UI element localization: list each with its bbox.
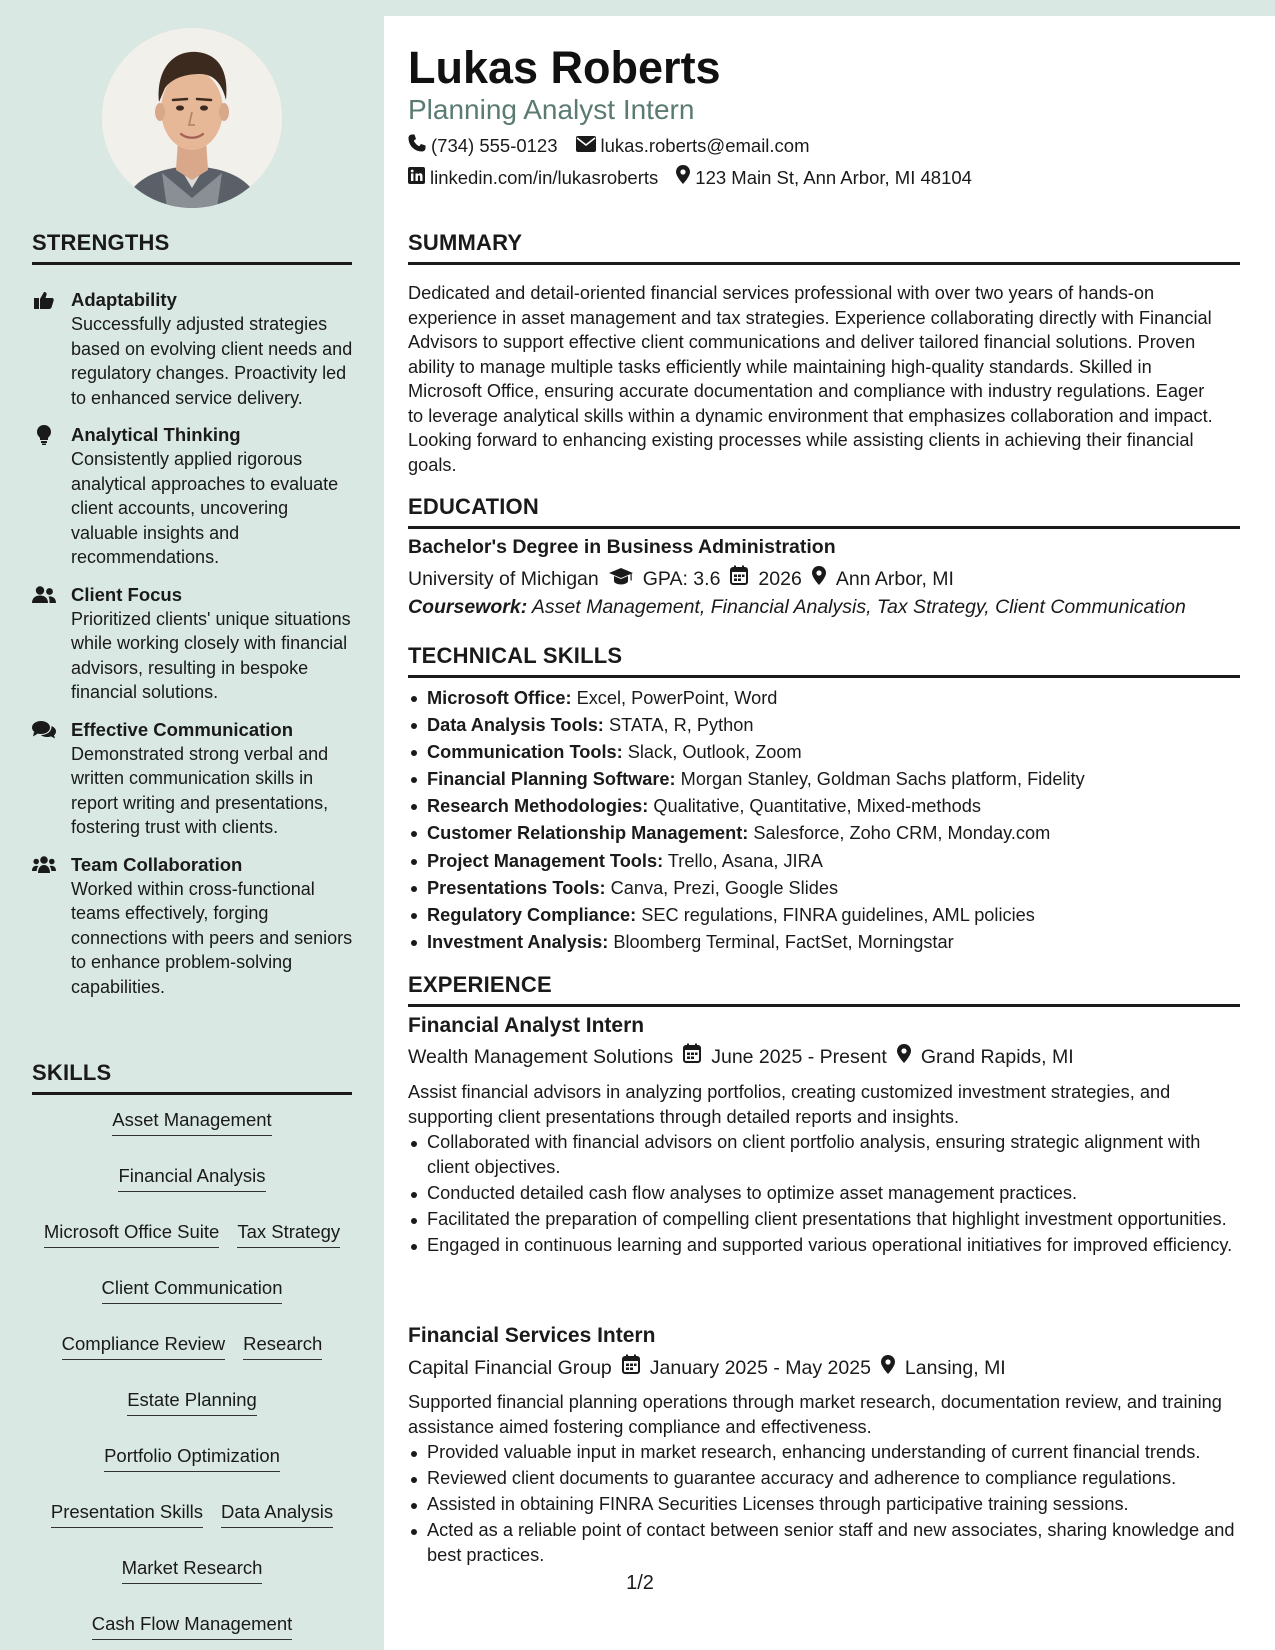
strength-description: Successfully adjusted strategies based on evolving client needs and regulatory changes. Proactivity led to enhanced service delivery. bbox=[71, 314, 353, 408]
skills-tag-list bbox=[32, 1108, 352, 1640]
skill-values: Qualitative, Quantitative, Mixed-methods bbox=[653, 796, 981, 817]
job-dates: January 2025 - May 2025 bbox=[649, 1356, 871, 1379]
gpa-text: GPA: 3.6 bbox=[642, 567, 721, 590]
phone-text[interactable]: (734) 555-0123 bbox=[431, 135, 558, 156]
list-item: Acted as a reliable point of contact between senior staff and new associates, sharing knowledge and best practices. bbox=[408, 1518, 1240, 1567]
job-location: Grand Rapids, MI bbox=[920, 1045, 1074, 1068]
user-group-icon bbox=[32, 585, 56, 605]
job-description: Assist financial advisors in analyzing portfolios, creating customized investment strategies, and supporting client presentations through detailed reports and insights. bbox=[408, 1082, 1171, 1127]
list-item: Collaborated with financial advisors on client portfolio analysis, ensuring strategic alignment with client objectives. bbox=[408, 1130, 1240, 1179]
job-dates: June 2025 - Present bbox=[711, 1045, 887, 1068]
technical-skills-list bbox=[408, 685, 1228, 956]
skill-tag: Presentation Skills bbox=[51, 1500, 203, 1528]
envelope-icon bbox=[576, 134, 596, 158]
skill-values: STATA, R, Python bbox=[608, 715, 754, 736]
email-contact bbox=[576, 134, 810, 158]
list-item bbox=[408, 929, 1228, 956]
skill-tag: Client Communication bbox=[102, 1276, 283, 1304]
technical-skills-heading: TECHNICAL SKILLS bbox=[408, 643, 1240, 678]
skill-category: Project Management Tools: bbox=[427, 850, 664, 871]
job-meta bbox=[408, 1043, 1074, 1070]
list-item bbox=[408, 739, 1228, 766]
users-icon bbox=[32, 855, 56, 875]
company-name: Wealth Management Solutions bbox=[408, 1045, 674, 1068]
job-description: Supported financial planning operations through market research, documentation review, and training assistance aimed fostering compliance and effectiveness. bbox=[408, 1392, 1222, 1437]
page-number: 1/2 bbox=[626, 1572, 654, 1594]
list-item bbox=[408, 848, 1228, 875]
coursework-line bbox=[408, 596, 1186, 619]
address-text: 123 Main St, Ann Arbor, MI 48104 bbox=[695, 166, 972, 188]
graduation-cap-icon bbox=[609, 566, 633, 592]
skills-heading: SKILLS bbox=[32, 1060, 352, 1095]
skill-values: Slack, Outlook, Zoom bbox=[627, 742, 802, 763]
strength-description: Demonstrated strong verbal and written communication skills in report writing and presentations, fostering trust with clients. bbox=[71, 743, 329, 837]
skill-tag: Financial Analysis bbox=[118, 1164, 265, 1192]
list-item: Assisted in obtaining FINRA Securities Licenses through participative training sessions. bbox=[408, 1492, 1240, 1517]
strength-title: Effective Communication bbox=[71, 718, 294, 740]
linkedin-text[interactable]: linkedin.com/in/lukasroberts bbox=[430, 166, 659, 188]
contact-line-2 bbox=[408, 165, 972, 190]
skill-values: Excel, PowerPoint, Word bbox=[576, 688, 778, 708]
strength-title: Client Focus bbox=[71, 583, 183, 605]
skill-values: Canva, Prezi, Google Slides bbox=[610, 877, 839, 898]
skill-category: Customer Relationship Management: bbox=[427, 823, 749, 844]
skill-values: Bloomberg Terminal, FactSet, Morningstar bbox=[613, 931, 954, 952]
map-pin-icon bbox=[881, 1355, 895, 1381]
calendar-icon bbox=[730, 565, 748, 592]
linkedin-contact bbox=[408, 165, 658, 190]
list-item bbox=[408, 875, 1228, 902]
strengths-heading: STRENGTHS bbox=[32, 230, 352, 265]
skill-category: Presentations Tools: bbox=[427, 877, 606, 898]
summary-text: Dedicated and detail-oriented financial services professional with over two years of hands-on experience in asset management and tax strategies. Experience collaborating directly with Financial Advisors to support effective client communications and deliver tailored financial solutions. Proven ability to manage multiple tasks efficiently while maintaining high-quality standards. Skilled in Microsoft Office, ensuring accurate documentation and compliance with industry regulations. Eager to leverage analytical skills within a dynamic environment that emphasizes collaboration and impact. Looking forward to enhancing existing processes while assisting clients in achieving their financial goals. bbox=[408, 283, 1213, 475]
skill-values: Morgan Stanley, Goldman Sachs platform, Fidelity bbox=[680, 769, 1085, 790]
strength-item bbox=[32, 718, 354, 840]
skill-values: SEC regulations, FINRA guidelines, AML policies bbox=[641, 904, 1035, 925]
list-item: Provided valuable input in market research, enhancing understanding of current financial trends. bbox=[408, 1440, 1240, 1465]
school-location: Ann Arbor, MI bbox=[835, 567, 954, 590]
address-contact bbox=[676, 165, 972, 190]
skill-category: Regulatory Compliance: bbox=[427, 904, 637, 925]
skill-tag: Research bbox=[243, 1332, 322, 1360]
list-item bbox=[408, 902, 1228, 929]
map-pin-icon bbox=[897, 1044, 911, 1070]
coursework-text: Asset Management, Financial Analysis, Tax Strategy, Client Communication bbox=[531, 596, 1186, 618]
school-name: University of Michigan bbox=[408, 567, 599, 590]
comments-icon bbox=[32, 720, 56, 740]
list-item: Engaged in continuous learning and supported various operational initiatives for improved efficiency. bbox=[408, 1233, 1240, 1258]
list-item bbox=[408, 766, 1228, 793]
skill-tag: Estate Planning bbox=[127, 1388, 257, 1416]
avatar bbox=[102, 28, 282, 208]
list-item: Reviewed client documents to guarantee accuracy and adherence to compliance regulations. bbox=[408, 1466, 1240, 1491]
lightbulb-icon bbox=[32, 425, 56, 445]
candidate-title: Planning Analyst Intern bbox=[408, 94, 695, 125]
skill-category: Microsoft Office: bbox=[427, 688, 572, 708]
strength-description: Consistently applied rigorous analytical approaches to evaluate client accounts, uncovering valuable insights and recommendations. bbox=[71, 449, 339, 567]
company-name: Capital Financial Group bbox=[408, 1356, 612, 1379]
skill-values: Salesforce, Zoho CRM, Monday.com bbox=[753, 823, 1051, 844]
degree-title: Bachelor's Degree in Business Administration bbox=[408, 536, 836, 558]
map-pin-icon bbox=[676, 165, 690, 190]
strength-item bbox=[32, 583, 354, 705]
skill-tag: Data Analysis bbox=[221, 1500, 333, 1528]
coursework-label: Coursework: bbox=[408, 596, 528, 618]
education-heading: EDUCATION bbox=[408, 494, 1240, 529]
contact-line-1 bbox=[408, 134, 810, 158]
skill-tag: Compliance Review bbox=[62, 1332, 225, 1360]
strength-title: Team Collaboration bbox=[71, 853, 243, 875]
strength-description: Prioritized clients' unique situations while working closely with financial advisors, resulting in bespoke financial solutions. bbox=[71, 608, 351, 702]
list-item bbox=[408, 685, 1228, 712]
strength-description: Worked within cross-functional teams effectively, forging connections with peers and seniors to enhance problem-solving capabilities. bbox=[71, 878, 353, 997]
calendar-icon bbox=[683, 1043, 701, 1070]
candidate-name: Lukas Roberts bbox=[408, 42, 721, 93]
skill-category: Investment Analysis: bbox=[427, 931, 609, 952]
calendar-icon bbox=[622, 1354, 640, 1381]
skill-category: Financial Planning Software: bbox=[427, 769, 676, 790]
skill-tag: Portfolio Optimization bbox=[104, 1444, 280, 1472]
education-meta bbox=[408, 565, 954, 592]
skill-values: Trello, Asana, JIRA bbox=[667, 850, 823, 871]
strength-title: Analytical Thinking bbox=[71, 424, 241, 445]
job-location: Lansing, MI bbox=[904, 1356, 1006, 1379]
linkedin-icon bbox=[408, 166, 425, 190]
email-text[interactable]: lukas.roberts@email.com bbox=[600, 135, 810, 156]
phone-icon bbox=[408, 134, 426, 158]
top-accent-strip bbox=[384, 0, 1275, 16]
list-item bbox=[408, 793, 1228, 820]
skill-category: Communication Tools: bbox=[427, 742, 623, 763]
strength-item bbox=[32, 423, 354, 570]
skill-tag: Cash Flow Management bbox=[92, 1612, 293, 1640]
strength-item bbox=[32, 288, 354, 410]
list-item bbox=[408, 712, 1228, 739]
summary-heading: SUMMARY bbox=[408, 230, 1240, 265]
strength-title: Adaptability bbox=[71, 289, 177, 310]
job-meta bbox=[408, 1354, 1006, 1381]
skill-tag: Asset Management bbox=[112, 1108, 271, 1136]
skill-tag: Tax Strategy bbox=[237, 1220, 340, 1248]
list-item: Conducted detailed cash flow analyses to optimize asset management practices. bbox=[408, 1181, 1240, 1206]
list-item bbox=[408, 820, 1228, 847]
strengths-list bbox=[32, 288, 354, 1012]
map-pin-icon bbox=[812, 566, 826, 592]
skill-tag: Microsoft Office Suite bbox=[44, 1220, 219, 1248]
job-title: Financial Analyst Intern bbox=[408, 1014, 645, 1037]
strength-item bbox=[32, 853, 354, 1000]
thumbs-up-icon bbox=[32, 290, 56, 310]
phone-contact bbox=[408, 134, 558, 158]
job-title: Financial Services Intern bbox=[408, 1324, 656, 1347]
job-bullets bbox=[408, 1130, 1240, 1259]
skill-tag: Market Research bbox=[122, 1556, 263, 1584]
skill-category: Research Methodologies: bbox=[427, 796, 649, 817]
list-item: Facilitated the preparation of compelling client presentations that highlight investment opportunities. bbox=[408, 1207, 1240, 1232]
job-bullets bbox=[408, 1440, 1240, 1569]
experience-heading: EXPERIENCE bbox=[408, 972, 1240, 1007]
skill-category: Data Analysis Tools: bbox=[427, 715, 604, 736]
graduation-year: 2026 bbox=[758, 567, 802, 590]
